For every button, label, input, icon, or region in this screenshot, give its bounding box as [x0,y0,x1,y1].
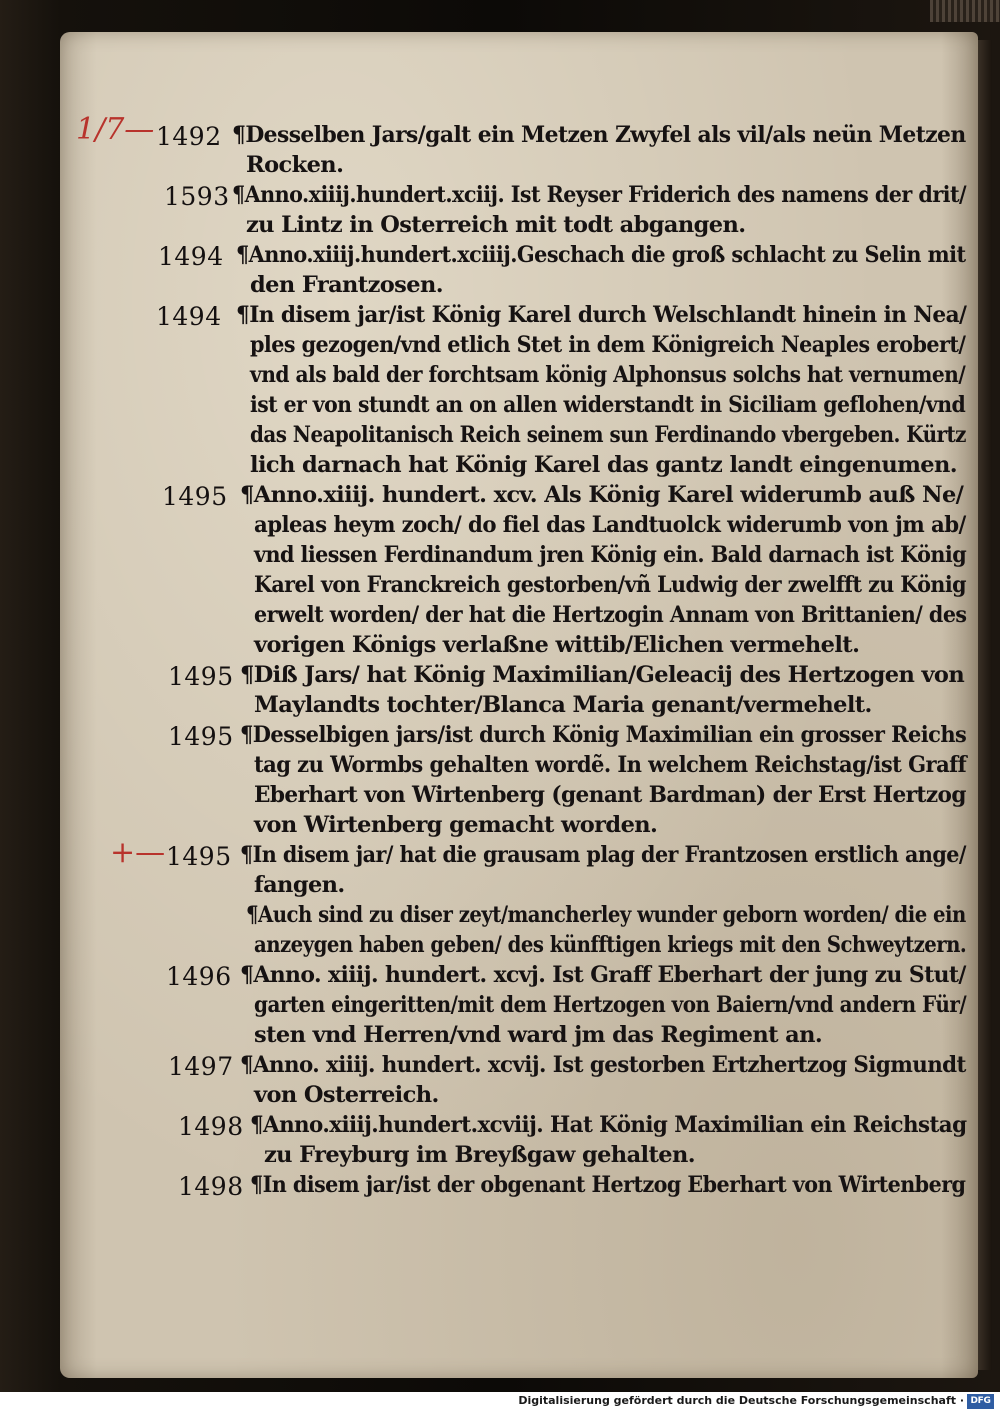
entry-text-line: ¶Anno. xiiij. hundert. xcvij. Ist gestorben Ertzhertzog Sigmundt [240,1052,966,1078]
entry-text-line: ¶Anno.xiiij.hundert.xcviij. Hat König Maximilian ein Reichstag [250,1112,967,1138]
entry-year: 1593 [164,182,230,211]
entry-text-line: ist er von stundt an on allen widerstandt in Siciliam geflohen/vnd [250,392,966,418]
entry-text-line: von Osterreich. [254,1082,439,1108]
entry-text-line: zu Lintz in Osterreich mit todt abgangen. [246,212,746,238]
entry-year: 1495 [168,722,234,751]
entry-year: 1496 [166,962,232,991]
entry-year: 1494 [158,242,224,271]
entry-text-line: ¶Anno. xiiij. hundert. xcvj. Ist Graff Eberhart der jung zu Stut/ [240,962,966,988]
entry-year: 1498 [178,1172,244,1201]
margin-annotation-top: 1/7— [76,112,155,147]
entry-year: 1497 [168,1052,234,1081]
entry-text-line: erwelt worden/ der hat die Hertzogin Annam von Brittanien/ des [254,602,967,628]
entry-year: 1498 [178,1112,244,1141]
entry-text-line: ¶Desselbigen jars/ist durch König Maximilian ein grosser Reichs [240,722,967,748]
entry-text-line: anzeygen haben geben/ des künfftigen kriegs mit den Schweytzern. [254,932,967,958]
entry-text-line: tag zu Wormbs gehalten wordẽ. In welchem Reichstag/ist Graff [254,752,967,778]
entry-text-line: garten eingeritten/mit dem Hertzogen von Baiern/vnd andern Für/ [254,992,967,1018]
entry-text-line: den Frantzosen. [250,272,443,298]
entry-year: 1495 [166,842,232,871]
entry-text-line: sten vnd Herren/vnd ward jm das Regiment an. [254,1022,823,1048]
entry-text-line: vnd liessen Ferdinandum jren König ein. Bald darnach ist König [254,542,967,568]
entry-text-line: Eberhart von Wirtenberg (genant Bardman) der Erst Hertzog [254,782,966,808]
entry-year: 1494 [156,302,222,331]
entry-text-line: ¶Diß Jars/ hat König Maximilian/Geleacij des Hertzogen von [240,662,965,688]
entry-year: 1495 [168,662,234,691]
entry-text-line: vnd als bald der forchtsam könig Alphonsus solchs hat vernumen/ [250,362,966,388]
entry-text-line: ¶In disem jar/ist König Karel durch Welschlandt hinein in Nea/ [236,302,967,328]
dfg-logo: DFG [967,1394,994,1409]
entry-text-line: lich darnach hat König Karel das gantz landt eingenumen. [250,452,957,478]
entry-text-line: Karel von Franckreich gestorben/vñ Ludwig der zwelfft zu König [254,572,967,598]
entry-text-line: apleas heym zoch/ do fiel das Landtuolck widerumb von jm ab/ [254,512,966,538]
entry-text-line: von Wirtenberg gemacht worden. [254,812,658,838]
entry-text-line: ¶Desselben Jars/galt ein Metzen Zwyfel als vil/als neün Metzen [232,122,966,148]
entry-text-line: Maylandts tochter/Blanca Maria genant/vermehelt. [254,692,872,718]
margin-annotation-cross: +— [110,835,166,870]
entry-text-line: fangen. [254,872,345,898]
entry-text-line: ples gezogen/vnd etlich Stet in dem Königreich Neaples erobert/ [250,332,966,358]
entry-year: 1492 [156,122,222,151]
entry-text-line: ¶Anno.xiiij. hundert. xcv. Als König Karel widerumb auß Ne/ [240,482,964,508]
entry-text-line: ¶Auch sind zu diser zeyt/mancherley wunder geborn worden/ die ein [246,902,966,928]
digitization-credit: Digitalisierung gefördert durch die Deutsche Forschungsgemeinschaft · [518,1394,964,1407]
entry-text-line: zu Freyburg im Breyßgaw gehalten. [264,1142,695,1168]
footer-bar [0,1392,1000,1411]
entry-text-line: Rocken. [246,152,344,178]
entry-text-line: ¶Anno.xiiij.hundert.xciij. Ist Reyser Friderich des namens der drit/ [232,182,967,208]
entry-text-line: das Neapolitanisch Reich seinem sun Ferdinando vbergeben. Kürtz [250,422,966,448]
entry-year: 1495 [162,482,228,511]
entry-text-line: vorigen Königs verlaßne wittib/Elichen vermehelt. [254,632,860,658]
entry-text-line: ¶In disem jar/ist der obgenant Hertzog Eberhart von Wirtenberg [250,1172,966,1198]
entry-text-line: ¶Anno.xiiij.hundert.xciiij.Geschach die groß schlacht zu Selin mit [236,242,966,268]
entry-text-line: ¶In disem jar/ hat die grausam plag der Frantzosen erstlich ange/ [240,842,966,868]
